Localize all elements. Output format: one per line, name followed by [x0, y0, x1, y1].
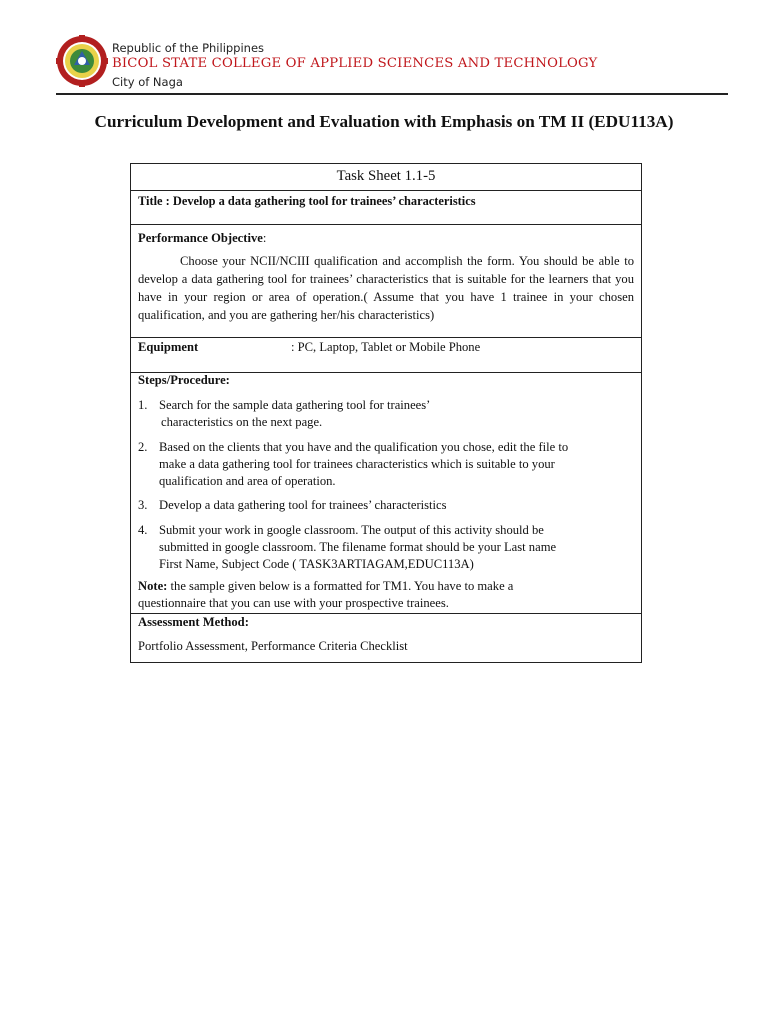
- step-number: 1.: [138, 398, 148, 412]
- college-seal-logo: [56, 35, 108, 87]
- step-text: submitted in google classroom. The filename format should be your Last name: [159, 540, 557, 554]
- letterhead: [56, 35, 728, 97]
- performance-objective-text: Choose your NCII/NCIII qualification and accomplish the form. You should be able to develop a data gathering tool for trainees’ characteristics that is suitable for the learners that you have in your region or area of operation.( Assume that you have 1 trainee in your chosen qualification, and you are gathering her/his characteristics): [138, 254, 634, 322]
- equipment-section: [131, 338, 641, 373]
- note-text: the sample given below is a formatted for TM1. You have to make a: [167, 579, 514, 593]
- steps-label: Steps/Procedure:: [138, 373, 230, 387]
- step-item: [138, 497, 618, 514]
- assessment-section: [131, 614, 641, 662]
- step-item: [138, 439, 618, 490]
- step-text: Submit your work in google classroom. The output of this activity should be: [159, 523, 544, 537]
- college-name: BICOL STATE COLLEGE OF APPLIED SCIENCES AND TECHNOLOGY: [112, 56, 598, 71]
- assessment-label: Assessment Method:: [138, 615, 249, 629]
- steps-section: [131, 373, 641, 614]
- step-text: qualification and area of operation.: [159, 474, 336, 488]
- task-sheet-heading: Task Sheet 1.1-5: [131, 164, 641, 191]
- step-text: First Name, Subject Code ( TASK3ARTIAGAM,EDUC113A): [159, 557, 474, 571]
- step-text: Develop a data gathering tool for trainees’ characteristics: [159, 498, 447, 512]
- step-number: 3.: [138, 498, 148, 512]
- performance-objective-section: [131, 225, 641, 338]
- equipment-label: Equipment: [138, 340, 199, 354]
- step-text: Search for the sample data gathering tool for trainees’: [159, 398, 431, 412]
- republic-label: Republic of the Philippines: [112, 41, 265, 55]
- step-text: make a data gathering tool for trainees characteristics which is suitable to your: [159, 457, 555, 471]
- city-label: City of Naga: [112, 75, 183, 89]
- document-title: Curriculum Development and Evaluation with Emphasis on TM II (EDU113A): [94, 112, 674, 131]
- step-number: 2.: [138, 440, 148, 454]
- header-divider: [56, 93, 728, 95]
- task-title: Title : Develop a data gathering tool for trainees’ characteristics: [131, 191, 641, 225]
- assessment-value: Portfolio Assessment, Performance Criteria Checklist: [138, 639, 408, 653]
- note-text-continued: questionnaire that you can use with your prospective trainees.: [138, 596, 449, 610]
- note-label: Note:: [138, 579, 168, 593]
- performance-objective-colon: :: [262, 231, 267, 245]
- step-item: [138, 397, 618, 431]
- equipment-value: : PC, Laptop, Tablet or Mobile Phone: [291, 340, 481, 354]
- performance-objective-label: Performance Objective: [138, 231, 263, 245]
- step-item: [138, 522, 618, 573]
- task-sheet-table: [130, 163, 642, 663]
- step-number: 4.: [138, 523, 148, 537]
- note: [138, 578, 618, 612]
- step-text: characteristics on the next page.: [161, 415, 323, 429]
- step-text: Based on the clients that you have and the qualification you chose, edit the file to: [159, 440, 569, 454]
